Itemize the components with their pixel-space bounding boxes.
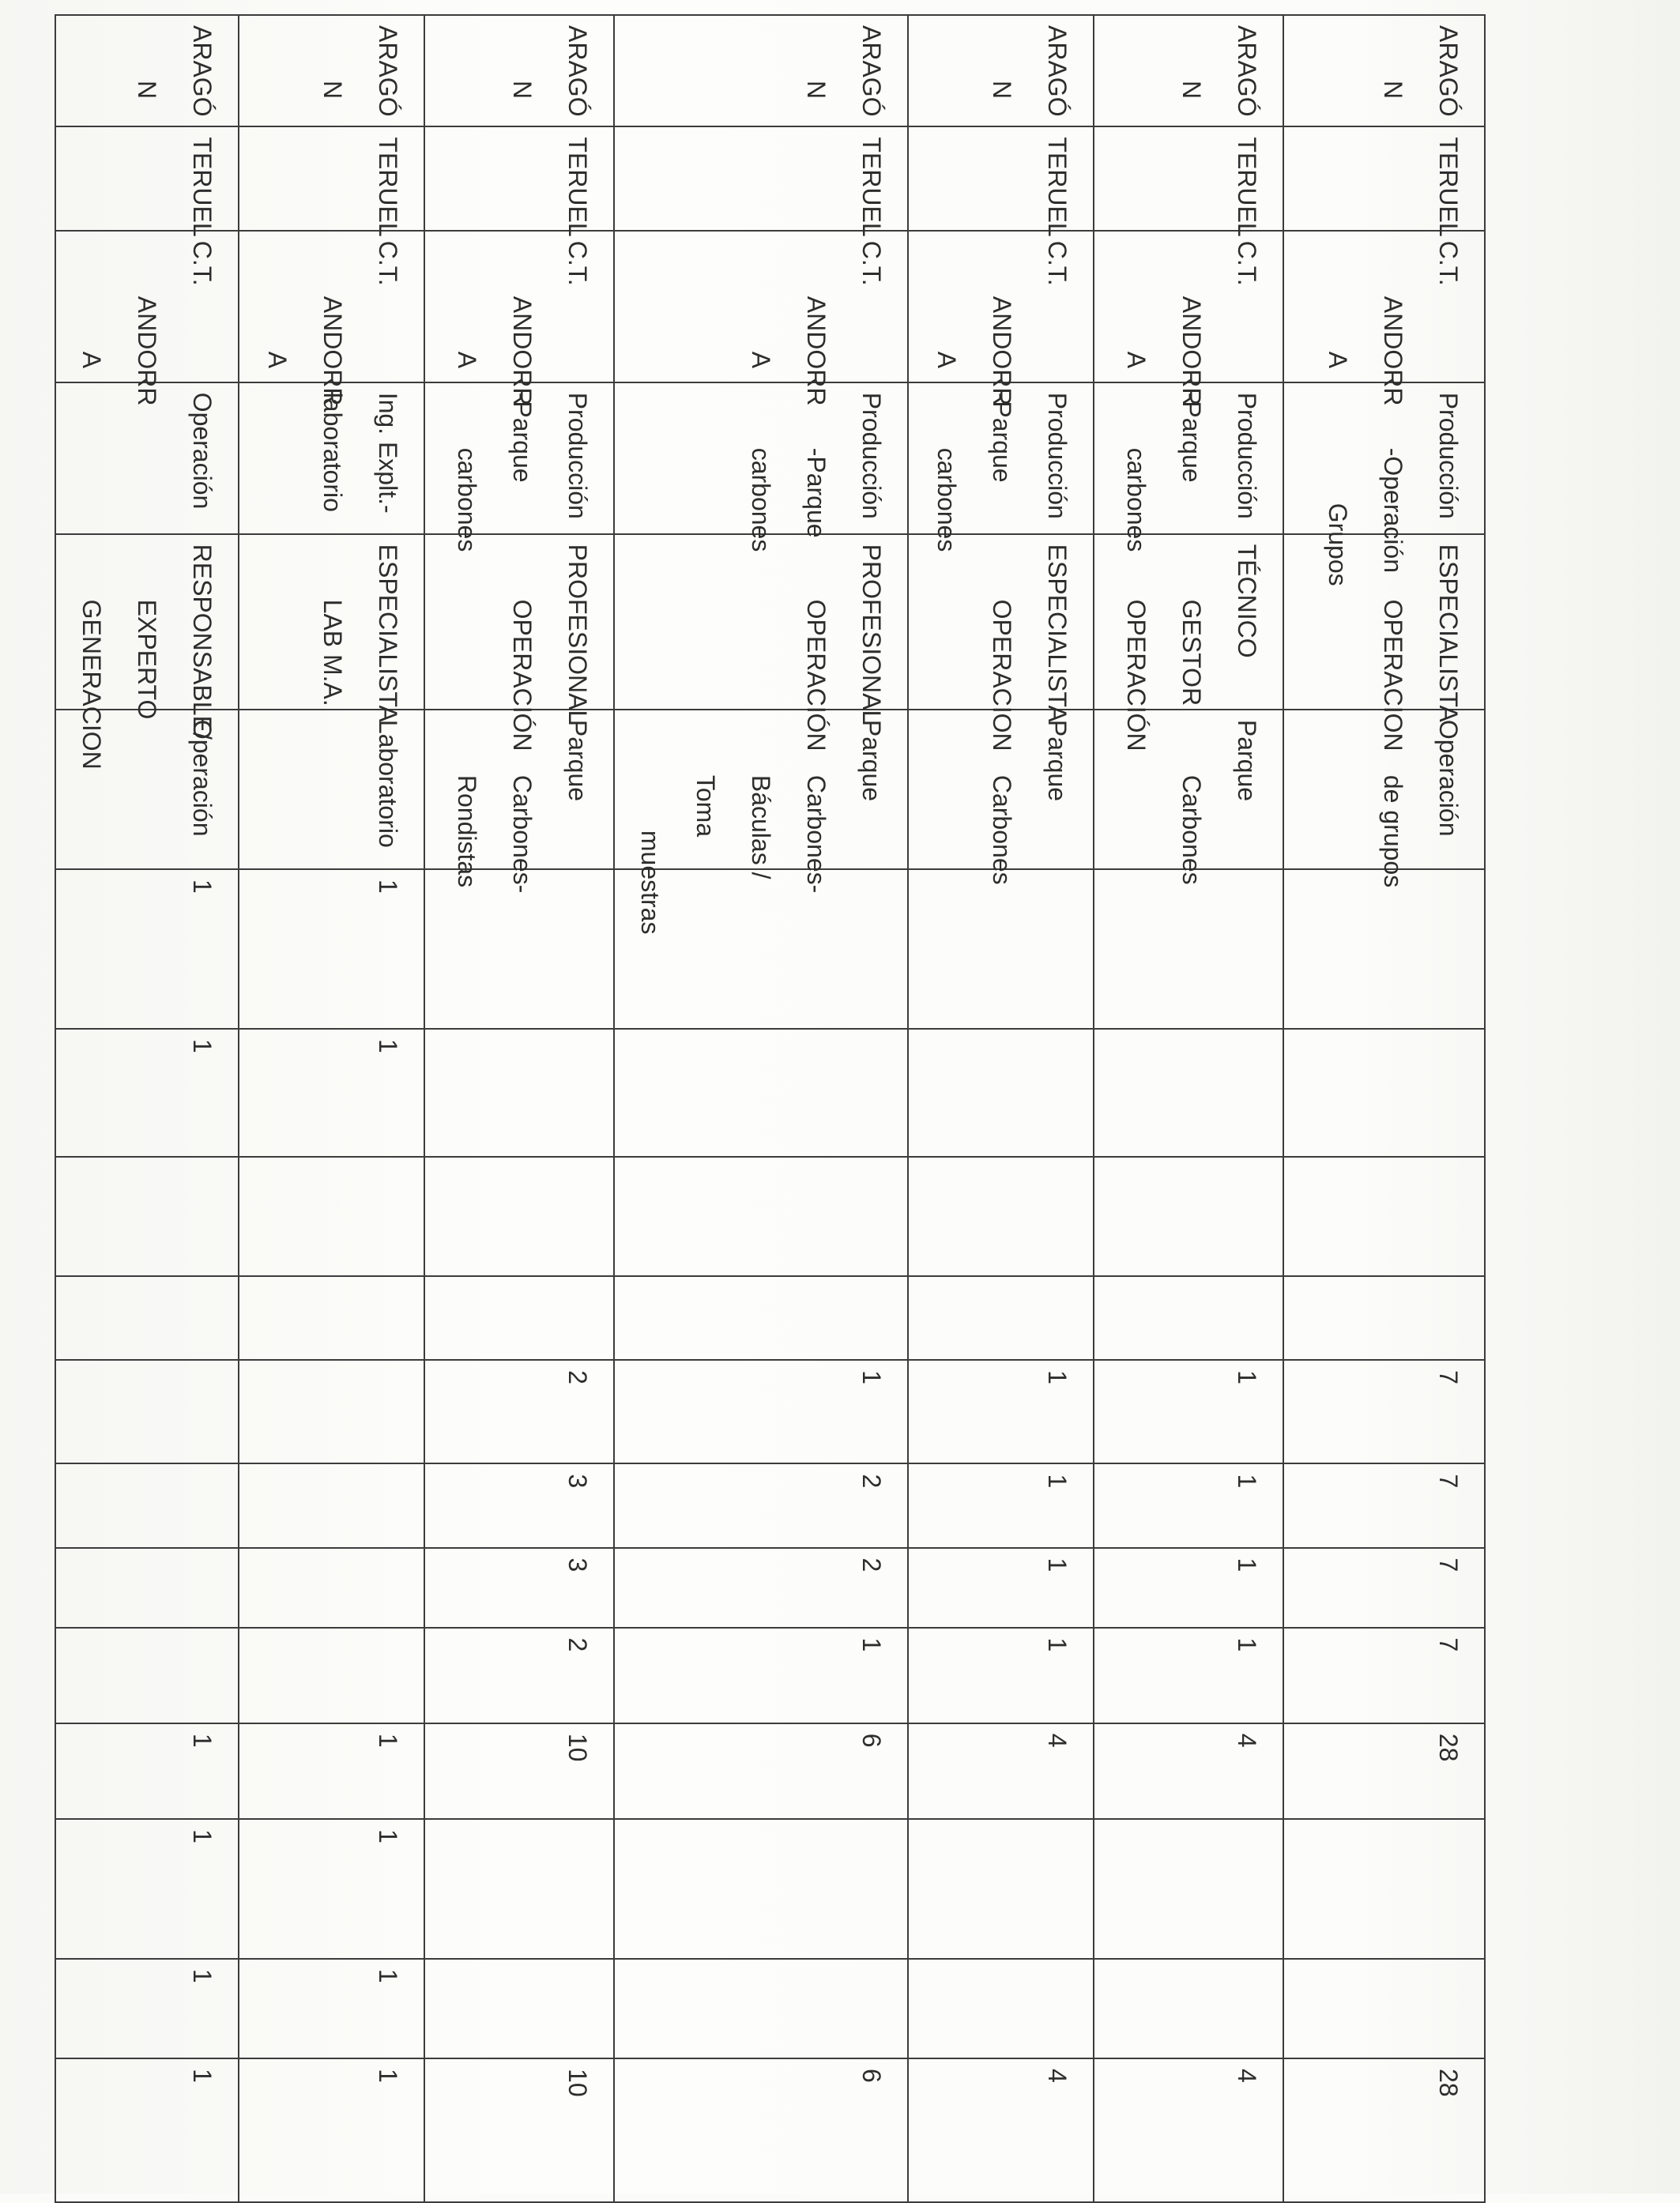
table-row [1283, 15, 1485, 2202]
category-line: GENERACION [77, 599, 106, 770]
category-line: LAB M.A. [318, 599, 347, 706]
value-cell [239, 1548, 424, 1628]
value-cell [424, 1157, 614, 1277]
area-line: Grupos [1324, 503, 1352, 586]
category-line: ESPECIALISTA [1043, 544, 1072, 722]
value-cell: 2 [614, 1548, 908, 1628]
category-cell [614, 534, 908, 751]
value-cell [614, 1819, 908, 1959]
region-cell [1094, 15, 1283, 126]
area-line: Operación [188, 392, 217, 510]
category-line: OPERACION [1379, 599, 1407, 751]
area-line: carbones [747, 447, 775, 552]
function-line: muestras [636, 830, 665, 935]
province-text: TERUEL [857, 137, 886, 237]
area-line: -Operación [1379, 447, 1407, 573]
function-line: Parque [857, 719, 886, 802]
area-line: Producción [1043, 392, 1072, 519]
center-cell [424, 231, 614, 406]
area-cell [1094, 382, 1283, 552]
value-cell [1094, 1157, 1283, 1277]
category-line: OPERACIÓN [1122, 599, 1151, 751]
area-line: Ing. Explt.- [374, 392, 402, 514]
province-cell [55, 126, 239, 237]
function-cell [614, 710, 908, 935]
value-cell [908, 1157, 1094, 1277]
province-text: TERUEL [1043, 137, 1072, 237]
value-cell: 10 [424, 2058, 614, 2202]
value-cell [908, 1276, 1094, 1360]
value-cell [1283, 1276, 1485, 1360]
region-line: ARAGÓ [857, 25, 886, 117]
value-cell [614, 1157, 908, 1277]
province-text: TERUEL [1434, 137, 1463, 237]
center-line: C.T. [857, 240, 886, 286]
value-cell: 1 [614, 1628, 908, 1723]
value-cell [424, 1959, 614, 2058]
category-cell [1094, 534, 1283, 751]
value-cell [908, 1819, 1094, 1959]
province-cell [1283, 126, 1485, 237]
value-cell [55, 1463, 239, 1547]
value-cell [55, 1548, 239, 1628]
center-cell [55, 231, 239, 406]
area-line: laboratorio [318, 392, 347, 512]
value-cell: 7 [1283, 1360, 1485, 1463]
region-line: N [1379, 81, 1407, 100]
function-line: Operación [1434, 719, 1463, 837]
region-cell [1283, 15, 1485, 126]
center-cell [1283, 231, 1485, 406]
function-cell [239, 710, 424, 869]
value-cell: 28 [1283, 2058, 1485, 2202]
area-line: -Parque [802, 447, 831, 538]
rotated-table-wrapper [75, 14, 1486, 2203]
function-line: Operación [188, 719, 217, 837]
center-cell [1094, 231, 1283, 406]
province-cell [239, 126, 424, 237]
center-line: ANDORR [508, 296, 537, 406]
region-line: ARAGÓ [563, 25, 592, 117]
province-cell [1094, 126, 1283, 237]
center-line: A [453, 351, 481, 369]
function-line: Carbones [988, 774, 1016, 885]
region-cell [614, 15, 908, 126]
value-cell [908, 1959, 1094, 2058]
area-line: carbones [932, 447, 961, 552]
region-line: ARAGÓ [1434, 25, 1463, 117]
value-cell: 1 [614, 1360, 908, 1463]
value-cell [1283, 1157, 1485, 1277]
region-line: N [988, 81, 1016, 100]
value-cell [908, 1029, 1094, 1157]
table-row [55, 15, 239, 2202]
area-cell [908, 382, 1094, 552]
table-row [908, 15, 1094, 2202]
value-cell: 1 [55, 1959, 239, 2058]
region-line: ARAGÓ [374, 25, 402, 117]
region-line: ARAGÓ [1043, 25, 1072, 117]
center-cell [908, 231, 1094, 406]
value-cell [55, 1360, 239, 1463]
center-line: A [932, 351, 961, 369]
function-line: Carbones [1177, 774, 1206, 885]
value-cell [614, 1029, 908, 1157]
value-cell: 1 [1094, 1463, 1283, 1547]
category-line: ESPECIALISTA [374, 544, 402, 722]
category-line: PROFESIONAL [563, 544, 592, 725]
function-line: Toma [691, 774, 720, 838]
center-line: A [77, 351, 106, 369]
value-cell: 6 [614, 1723, 908, 1819]
category-line: EXPERTO [133, 599, 161, 720]
value-cell: 1 [55, 1723, 239, 1819]
table-row [614, 15, 908, 2202]
value-cell [1094, 1959, 1283, 2058]
value-cell: 1 [908, 1548, 1094, 1628]
value-cell [1094, 869, 1283, 1029]
center-line: C.T. [374, 240, 402, 286]
value-cell: 2 [424, 1628, 614, 1723]
function-line: Parque [563, 719, 592, 802]
table-row [424, 15, 614, 2202]
region-cell [55, 15, 239, 126]
value-cell: 1 [908, 1463, 1094, 1547]
center-line: C.T. [1434, 240, 1463, 286]
center-line: A [1122, 351, 1151, 369]
center-cell [614, 231, 908, 406]
value-cell: 2 [424, 1360, 614, 1463]
category-line: RESPONSABLE/ [188, 544, 217, 740]
area-line: -Parque [1177, 392, 1206, 483]
province-text: TERUEL [188, 137, 217, 237]
value-cell: 1 [1094, 1548, 1283, 1628]
value-cell: 2 [614, 1463, 908, 1547]
staff-table [55, 14, 1486, 2203]
center-line: C.T. [563, 240, 592, 286]
value-cell: 28 [1283, 1723, 1485, 1819]
value-cell: 1 [239, 1029, 424, 1157]
area-cell [239, 382, 424, 534]
category-line: TÉCNICO [1233, 544, 1261, 658]
function-line: de grupos [1379, 774, 1407, 888]
region-cell [239, 15, 424, 126]
value-cell: 1 [55, 869, 239, 1029]
value-cell [424, 1276, 614, 1360]
center-line: ANDORR [988, 296, 1016, 406]
region-cell [908, 15, 1094, 126]
region-cell [424, 15, 614, 126]
value-cell [1283, 1819, 1485, 1959]
value-cell: 1 [1094, 1360, 1283, 1463]
area-cell [424, 382, 614, 552]
value-cell [55, 1276, 239, 1360]
value-cell: 1 [908, 1360, 1094, 1463]
province-text: TERUEL [374, 137, 402, 237]
province-text: TERUEL [1233, 137, 1261, 237]
province-cell [908, 126, 1094, 237]
value-cell [1094, 1276, 1283, 1360]
region-line: N [802, 81, 831, 100]
value-cell [239, 1463, 424, 1547]
value-cell: 4 [908, 1723, 1094, 1819]
value-cell: 1 [908, 1628, 1094, 1723]
category-line: OPERACIÓN [508, 599, 537, 751]
value-cell: 1 [55, 1819, 239, 1959]
value-cell [239, 1628, 424, 1723]
value-cell: 4 [908, 2058, 1094, 2202]
center-line: ANDORR [133, 296, 161, 406]
table-row [239, 15, 424, 2202]
value-cell: 3 [424, 1548, 614, 1628]
value-cell: 3 [424, 1463, 614, 1547]
value-cell: 1 [239, 869, 424, 1029]
category-line: ESPECIALISTA [1434, 544, 1463, 722]
province-text: TERUEL [563, 137, 592, 237]
value-cell: 1 [239, 1819, 424, 1959]
value-cell: 1 [239, 1959, 424, 2058]
category-cell [55, 534, 239, 770]
category-cell [239, 534, 424, 722]
value-cell: 4 [1094, 2058, 1283, 2202]
value-cell: 1 [55, 2058, 239, 2202]
value-cell [614, 1959, 908, 2058]
center-line: ANDORR [1379, 296, 1407, 406]
center-line: C.T. [188, 240, 217, 286]
area-line: carbones [453, 447, 481, 552]
area-line: carbones [1122, 447, 1151, 552]
value-cell [55, 1157, 239, 1277]
region-line: N [318, 81, 347, 100]
value-cell [239, 1360, 424, 1463]
value-cell [908, 869, 1094, 1029]
center-line: ANDORR [318, 296, 347, 406]
region-line: ARAGÓ [1233, 25, 1261, 117]
value-cell: 7 [1283, 1548, 1485, 1628]
area-line: -Parque [508, 392, 537, 483]
area-line: Producción [1434, 392, 1463, 519]
center-line: C.T. [1043, 240, 1072, 286]
value-cell: 7 [1283, 1463, 1485, 1547]
center-line: ANDORR [802, 296, 831, 406]
value-cell: 1 [55, 1029, 239, 1157]
value-cell: 1 [239, 2058, 424, 2202]
function-line: Rondistas [453, 774, 481, 888]
region-line: N [508, 81, 537, 100]
value-cell: 1 [1094, 1628, 1283, 1723]
value-cell [55, 1628, 239, 1723]
value-cell [1283, 1959, 1485, 2058]
value-cell: 6 [614, 2058, 908, 2202]
center-line: ANDORR [1177, 296, 1206, 406]
category-cell [424, 534, 614, 751]
category-line: OPERACION [988, 599, 1016, 751]
value-cell: 4 [1094, 1723, 1283, 1819]
province-cell [614, 126, 908, 237]
category-line: GESTOR [1177, 599, 1206, 706]
area-line: Producción [563, 392, 592, 519]
center-line: A [263, 351, 292, 369]
value-cell [239, 1276, 424, 1360]
value-cell [1094, 1819, 1283, 1959]
area-line: -Parque [988, 392, 1016, 483]
value-cell: 10 [424, 1723, 614, 1819]
area-cell [614, 382, 908, 552]
function-line: Carbones- [802, 774, 831, 894]
province-cell [424, 126, 614, 237]
function-line: Carbones- [508, 774, 537, 894]
value-cell [1094, 1029, 1283, 1157]
table-row [1094, 15, 1283, 2202]
region-line: ARAGÓ [188, 25, 217, 117]
value-cell: 1 [239, 1723, 424, 1819]
value-cell [239, 1157, 424, 1277]
category-cell [908, 534, 1094, 751]
region-line: N [1177, 81, 1206, 100]
value-cell [424, 1029, 614, 1157]
value-cell [614, 1276, 908, 1360]
area-line: Producción [1233, 392, 1261, 519]
area-line: Producción [857, 392, 886, 519]
center-line: A [747, 351, 775, 369]
center-line: C.T. [1233, 240, 1261, 286]
value-cell [1283, 869, 1485, 1029]
category-line: PROFESIONAL [857, 544, 886, 725]
function-line: Parque [1043, 719, 1072, 802]
center-line: A [1324, 351, 1352, 369]
region-line: N [133, 81, 161, 100]
function-line: Parque [1233, 719, 1261, 802]
value-cell [1283, 1029, 1485, 1157]
value-cell: 7 [1283, 1628, 1485, 1723]
function-line: Báculas / [747, 774, 775, 879]
table-body [55, 15, 1485, 2202]
value-cell [424, 1819, 614, 1959]
function-line: Laboratorio [374, 719, 402, 848]
category-line: OPERACIÓN [802, 599, 831, 751]
center-cell [239, 231, 424, 406]
